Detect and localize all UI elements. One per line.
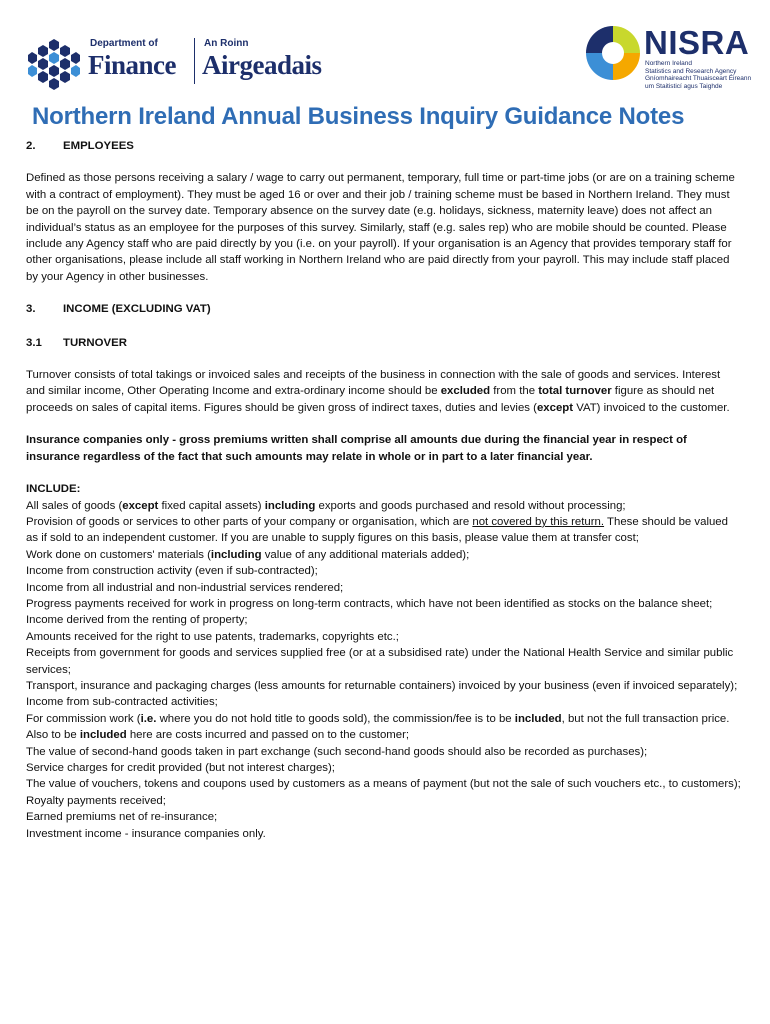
- text-run-bold: INCLUDE:: [26, 483, 81, 496]
- include-item: Income derived from the renting of property;: [26, 614, 248, 627]
- section-title: EMPLOYEES: [63, 140, 134, 152]
- nisra-sub-line: Statistics and Research Agency: [645, 67, 737, 75]
- text-run-bold: Insurance companies only - gross premiums written shall comprise all amounts due during the financial year in respect of insurance regardless of the fact that such amounts may relate in whole or in part to a later financial year.: [26, 434, 687, 463]
- text-run: where you do not hold title to goods sold), the commission/fee is to be: [156, 712, 515, 725]
- nisra-sub-line: um Staitisticí agus Taighde: [645, 82, 723, 90]
- include-item: Service charges for credit provided (but not interest charges);: [26, 762, 335, 774]
- include-item: Income from construction activity (even if sub-contracted);: [26, 565, 318, 578]
- text-run: Provision of goods or services to other parts of your company or organisation, which are: [26, 515, 473, 528]
- text-run: here are costs incurred and passed on to the customer;: [126, 729, 410, 742]
- nisra-subtitle: [645, 60, 757, 90]
- section-number: 3.: [26, 303, 36, 316]
- hexagon-cluster-icon: [28, 38, 80, 92]
- text-run-bold: total turnover: [538, 385, 612, 398]
- nisra-sub-line: Northern Ireland: [645, 60, 692, 67]
- section-title: INCOME (EXCLUDING VAT): [63, 303, 211, 316]
- include-item: Receipts from government for goods and services supplied free (or at a subsidised rate) under the National Health Service and similar public services;: [26, 647, 734, 676]
- turnover-paragraph: [26, 367, 742, 416]
- section-title: TURNOVER: [63, 336, 127, 349]
- dof-big-label: Finance: [88, 50, 176, 80]
- text-run: figure as should net proceeds on sales of capital items. Figures should be given gross of indirect taxes, duties and levies (: [26, 385, 715, 414]
- text-run: fixed capital assets): [158, 499, 265, 512]
- text-run: value of any additional materials added);: [261, 548, 470, 561]
- logo-divider: [194, 38, 195, 84]
- text-run: For commission work (: [26, 712, 141, 725]
- include-item: Earned premiums net of re-insurance;: [26, 811, 218, 824]
- section-2-heading: [26, 138, 742, 154]
- include-item: Royalty payments received;: [26, 794, 166, 807]
- document-body: [26, 138, 742, 842]
- text-run: Turnover consists of total takings or invoiced sales and receipts of the business in connection with the sale of goods and services. Interest and similar income, Other Operating Income and extra-ordinary income should be: [26, 369, 721, 398]
- section-number: 3.1: [26, 336, 42, 349]
- nisra-wordmark: NISRA: [644, 24, 750, 61]
- document-title: Northern Ireland Annual Business Inquiry Guidance Notes: [32, 103, 685, 130]
- text-run: from the: [490, 385, 539, 398]
- section-3-heading: [26, 301, 742, 317]
- text-run-bold: except: [122, 499, 159, 512]
- page-header: [0, 0, 770, 100]
- nisra-logo: [584, 22, 759, 94]
- include-item: Income from sub-contracted activities;: [26, 696, 218, 709]
- text-run: , but not the full transaction price. Also to be: [26, 712, 730, 742]
- include-item: Amounts received for the right to use patents, trademarks, copyrights etc.;: [26, 630, 399, 643]
- text-run: These should be valued as if sold to an independent customer. If you are unable to supply figures on this basis, please value them at transfer cost;: [26, 515, 728, 545]
- dof-big-label-irish: Airgeadais: [202, 50, 322, 80]
- include-item: [26, 514, 742, 547]
- section-number: 2.: [26, 140, 36, 152]
- include-item: Progress payments received for work in progress on long-term contracts, which have not been identified as stocks on the balance sheet;: [26, 597, 713, 610]
- include-item: [26, 498, 742, 514]
- text-run-bold: i.e.: [140, 712, 157, 725]
- insurance-paragraph: [26, 432, 742, 465]
- nisra-sub-line: Gníomhaireacht Thuaisceart Éireann: [645, 75, 752, 82]
- text-run: exports and goods purchased and resold without processing;: [315, 499, 626, 512]
- include-item: Income from all industrial and non-industrial services rendered;: [26, 581, 344, 594]
- department-of-finance-logo: [28, 38, 340, 92]
- text-run-bold: included: [514, 712, 562, 725]
- text-run: VAT) invoiced to the customer.: [573, 401, 730, 414]
- section-3-1-heading: [26, 335, 742, 351]
- include-item: The value of second-hand goods taken in part exchange (such second-hand goods should also be recorded as purchases);: [26, 745, 648, 758]
- include-item: Transport, insurance and packaging charges (less amounts for returnable containers) invoiced by your business (even if invoiced separately);: [26, 679, 738, 692]
- text-run-bold: including: [210, 548, 262, 561]
- include-heading: [26, 481, 742, 497]
- dof-small-label-irish: An Roinn: [204, 38, 249, 49]
- include-item: The value of vouchers, tokens and coupons used by customers as a means of payment (but not the sale of such vouchers etc., to customers);: [26, 778, 741, 791]
- text-run: Work done on customers' materials (: [26, 548, 211, 561]
- text-run-bold: including: [264, 499, 316, 512]
- include-item: Investment income - insurance companies only.: [26, 827, 266, 840]
- text-run-bold: excluded: [440, 385, 491, 398]
- text-run-bold: except: [536, 401, 574, 414]
- nisra-circle-icon: [584, 24, 642, 82]
- text-run-bold: included: [79, 729, 127, 742]
- text-run: All sales of goods (: [26, 499, 123, 512]
- include-item: [26, 711, 742, 744]
- dof-small-label: Department of: [90, 38, 158, 49]
- include-item: [26, 547, 742, 563]
- text-run-underlined: not covered by this return.: [472, 515, 605, 528]
- employees-paragraph: Defined as those persons receiving a salary / wage to carry out permanent, temporary, full time or part-time jobs (or are on a training scheme with a contract of employment). They must be aged 16 or over and their job / training scheme must be based in Northern Ireland. They must be on the payroll on the survey date. Temporary absence on the survey date (e.g. holidays, sickness, maternity leave) does not affect an individual’s status as an employee for the purposes of this survey. Similarly, staff (e.g. sales rep) who are mobile should be counted. Please include any Agency staff who are paid directly by you (i.e. on your payroll). If your organisation is an Agency that provides temporary staff for other organisations, please include all staff working in Northern Ireland who are paid directly from your payroll. This may include staff placed by your Agency in other businesses.: [26, 172, 735, 283]
